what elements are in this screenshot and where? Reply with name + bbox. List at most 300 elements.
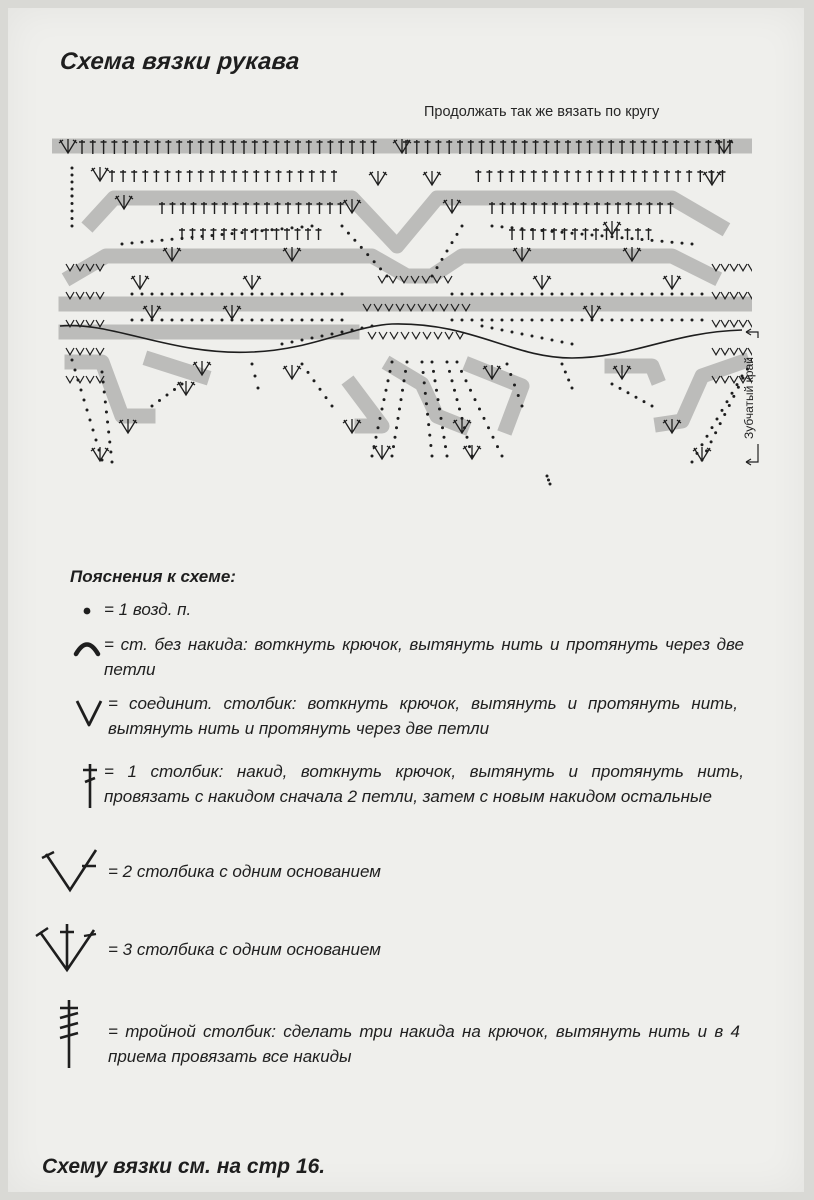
slip-stitch-mark [730, 348, 738, 355]
chain-stitch-dot [716, 418, 719, 421]
chain-stitch-dot [181, 237, 184, 240]
chain-stitch-dot [564, 371, 567, 374]
double-crochet-mark [642, 170, 648, 182]
slip-stitch-mark [721, 376, 729, 383]
slip-stitch-v-icon [74, 698, 104, 728]
double-crochet-mark [131, 170, 137, 182]
chain-stitch-dot [71, 181, 74, 184]
triple-crochet-icon [54, 998, 84, 1070]
double-crochet-mark [209, 170, 215, 182]
chain-stitch-dot [254, 375, 257, 378]
chain-stitch-dot [173, 388, 176, 391]
chain-stitch-dot [366, 253, 369, 256]
chain-stitch-dot [446, 455, 449, 458]
fan-stitch-mark [423, 171, 441, 185]
double-crochet-mark [498, 170, 504, 182]
chain-stitch-dot [463, 426, 466, 429]
chain-stitch-dot [391, 361, 394, 364]
double-crochet-mark [306, 202, 312, 214]
chain-stitch-dot-icon [80, 604, 94, 618]
chain-stitch-dot [581, 319, 584, 322]
chain-stitch-dot [291, 341, 294, 344]
chain-stitch-dot [387, 379, 390, 382]
fan-stitch-mark [603, 221, 621, 235]
chain-stitch-dot [307, 371, 310, 374]
double-crochet-mark [521, 202, 527, 214]
double-crochet-mark [635, 228, 641, 240]
double-crochet-mark [176, 170, 182, 182]
chain-stitch-dot [424, 392, 427, 395]
chain-stitch-dot [281, 319, 284, 322]
chain-stitch-dot [521, 293, 524, 296]
chain-stitch-dot [549, 483, 552, 486]
double-crochet-mark [243, 202, 249, 214]
double-crochet-mark [475, 170, 481, 182]
double-crochet-mark [296, 202, 302, 214]
fan-stitch-mark [373, 445, 391, 459]
chain-stitch-dot [651, 293, 654, 296]
chain-stitch-dot [383, 398, 386, 401]
chain-stitch-dot [391, 455, 394, 458]
chain-stitch-dot [71, 202, 74, 205]
chain-stitch-dot [101, 371, 104, 374]
chart-band [72, 362, 148, 416]
chain-stitch-dot [531, 293, 534, 296]
fan-stitch-mark [223, 305, 241, 319]
double-crochet-mark [109, 170, 115, 182]
chain-stitch-dot [661, 319, 664, 322]
chain-stitch-dot [726, 400, 729, 403]
double-crochet-mark [597, 170, 603, 182]
chain-stitch-dot [429, 444, 432, 447]
chain-stitch-dot [271, 293, 274, 296]
slip-stitch-mark [445, 332, 453, 339]
chain-stitch-dot [151, 405, 154, 408]
double-crochet-mark [264, 170, 270, 182]
chain-stitch-dot [291, 319, 294, 322]
chain-stitch-dot [261, 319, 264, 322]
chain-stitch-dot [461, 293, 464, 296]
chain-stitch-dot [631, 237, 634, 240]
chain-stitch-dot [541, 229, 544, 232]
chain-stitch-dot [501, 293, 504, 296]
chain-stitch-dot [311, 293, 314, 296]
chain-stitch-dot [491, 225, 494, 228]
double-crochet-mark [510, 202, 516, 214]
chain-stitch-dot [571, 387, 574, 390]
chain-stitch-dot [705, 449, 708, 452]
chain-stitch-dot [71, 188, 74, 191]
chain-stitch-dot [513, 384, 516, 387]
chain-stitch-dot [506, 363, 509, 366]
chain-stitch-dot [701, 443, 704, 446]
chain-stitch-dot [661, 293, 664, 296]
chain-stitch-dot [398, 408, 401, 411]
chain-stitch-dot [701, 293, 704, 296]
chain-stitch-dot [501, 329, 504, 332]
fan-stitch-mark [703, 171, 721, 185]
chain-stitch-dot [425, 402, 428, 405]
chain-stitch-dot [261, 293, 264, 296]
chain-stitch-dot [460, 370, 463, 373]
double-crochet-mark [200, 228, 206, 240]
chain-stitch-dot [435, 389, 438, 392]
chain-stitch-dot [71, 225, 74, 228]
chain-stitch-dot [373, 445, 376, 448]
chain-stitch-dot [723, 413, 726, 416]
chain-stitch-dot [141, 293, 144, 296]
chain-stitch-dot [517, 394, 520, 397]
chain-stitch-dot [448, 370, 451, 373]
double-crochet-mark [509, 228, 515, 240]
chain-stitch-dot [511, 226, 514, 229]
chain-stitch-dot [166, 394, 169, 397]
double-crochet-mark [331, 170, 337, 182]
chain-stitch-dot [551, 230, 554, 233]
slip-stitch-mark [730, 376, 738, 383]
chain-stitch-dot [581, 293, 584, 296]
double-crochet-mark [142, 170, 148, 182]
chain-stitch-dot [251, 293, 254, 296]
double-crochet-mark [242, 228, 248, 240]
chain-stitch-dot [301, 363, 304, 366]
chain-stitch-dot [446, 250, 449, 253]
chain-stitch-dot [111, 461, 114, 464]
chain-stitch-dot [108, 441, 111, 444]
double-crochet-mark [697, 170, 703, 182]
double-crochet-mark [275, 202, 281, 214]
chain-stitch-dot [141, 319, 144, 322]
chain-stitch-dot [461, 417, 464, 420]
legend-text: = ст. без накида: воткнуть крючок, вытянуть нить и протянуть через две петли [104, 635, 744, 679]
chain-stitch-dot [651, 319, 654, 322]
chain-stitch-dot [131, 293, 134, 296]
chain-stitch-dot [456, 233, 459, 236]
chain-stitch-dot [469, 389, 472, 392]
fan-stitch-mark [283, 365, 301, 379]
double-crochet-mark [254, 202, 260, 214]
chain-stitch-dot [241, 319, 244, 322]
chain-stitch-dot [161, 239, 164, 242]
chain-stitch-dot [211, 234, 214, 237]
chain-stitch-dot [221, 233, 224, 236]
chain-stitch-dot [731, 392, 734, 395]
chain-stitch-dot [736, 383, 739, 386]
chain-stitch-dot [541, 319, 544, 322]
chain-stitch-dot [271, 228, 274, 231]
chain-stitch-dot [441, 258, 444, 261]
chain-stitch-dot [509, 373, 512, 376]
chain-stitch-dot [706, 435, 709, 438]
crochet-chart [52, 126, 752, 498]
chain-stitch-dot [360, 246, 363, 249]
chain-stitch-dot [728, 404, 731, 407]
chain-stitch-dot [611, 235, 614, 238]
chain-stitch-dot [561, 341, 564, 344]
chain-stitch-dot [251, 319, 254, 322]
double-crochet-mark [327, 202, 333, 214]
chain-stitch-dot [311, 225, 314, 228]
chain-stitch-dot [691, 319, 694, 322]
chain-stitch-dot [121, 243, 124, 246]
chain-stitch-dot [474, 398, 477, 401]
chart-band [472, 366, 522, 426]
chain-stitch-dot [151, 319, 154, 322]
chain-stitch-dot [107, 431, 110, 434]
chain-stitch-dot [319, 388, 322, 391]
chain-stitch-dot [191, 236, 194, 239]
chain-stitch-dot [89, 419, 92, 422]
chain-stitch-dot [109, 451, 112, 454]
double-crochet-mark [553, 170, 559, 182]
chain-stitch-dot [171, 293, 174, 296]
chain-stitch-dot [621, 293, 624, 296]
chain-stitch-dot [440, 417, 443, 420]
chain-stitch-dot [491, 293, 494, 296]
chain-stitch-dot [635, 396, 638, 399]
chain-stitch-dot [561, 231, 564, 234]
double-crochet-mark [594, 202, 600, 214]
chain-stitch-dot [643, 400, 646, 403]
edge-arrow-top-icon [744, 326, 772, 338]
chain-stitch-dot [561, 293, 564, 296]
fan-stitch-mark [533, 275, 551, 289]
chain-stitch-dot [541, 337, 544, 340]
chain-stitch-dot [501, 319, 504, 322]
chain-stitch-dot [451, 241, 454, 244]
legend-text: = тройной столбик: сделать три накида на крючок, вытянуть нить и в 4 приема провязать все накиды [108, 1022, 740, 1066]
chain-stitch-dot [80, 389, 83, 392]
chain-stitch-dot [531, 228, 534, 231]
chain-stitch-dot [671, 241, 674, 244]
chain-stitch-dot [641, 319, 644, 322]
slip-stitch-mark [412, 332, 420, 339]
chain-stitch-dot [379, 267, 382, 270]
chain-stitch-dot [98, 449, 101, 452]
chain-stitch-dot [403, 379, 406, 382]
double-crochet-mark [575, 170, 581, 182]
chain-stitch-dot [331, 405, 334, 408]
chain-stitch-dot [201, 235, 204, 238]
chain-stitch-dot [291, 226, 294, 229]
chain-stitch-dot [521, 319, 524, 322]
chain-stitch-dot [631, 319, 634, 322]
double-crochet-mark [509, 170, 515, 182]
chain-stitch-dot [201, 293, 204, 296]
chain-stitch-dot [547, 479, 550, 482]
chain-stitch-dot [313, 379, 316, 382]
slip-stitch-mark [423, 332, 431, 339]
chain-stitch-dot [696, 452, 699, 455]
chain-stitch-dot [491, 327, 494, 330]
chain-stitch-dot [257, 387, 260, 390]
slip-stitch-mark [66, 376, 74, 383]
slip-stitch-mark [721, 320, 729, 327]
chain-stitch-dot [151, 240, 154, 243]
chain-stitch-dot [571, 319, 574, 322]
chain-stitch-dot [468, 445, 471, 448]
chain-stitch-dot [422, 371, 425, 374]
chain-stitch-dot [181, 383, 184, 386]
chain-stitch-dot [381, 408, 384, 411]
double-crochet-mark [720, 170, 726, 182]
double-crochet-mark [287, 170, 293, 182]
chain-stitch-dot [601, 293, 604, 296]
chain-stitch-dot [353, 239, 356, 242]
chain-stitch-dot [423, 381, 426, 384]
chain-stitch-dot [251, 363, 254, 366]
chain-stitch-dot [496, 445, 499, 448]
double-crochet-mark [653, 170, 659, 182]
chain-stitch-dot [71, 359, 74, 362]
chain-stitch-dot [341, 319, 344, 322]
double-crochet-mark [309, 170, 315, 182]
chain-stitch-dot [591, 234, 594, 237]
chain-stitch-dot [461, 225, 464, 228]
chain-stitch-dot [437, 398, 440, 401]
chain-stitch-dot [221, 293, 224, 296]
double-crochet-mark [305, 228, 311, 240]
continue-note: Продолжать так же вязать по кругу [424, 104, 660, 120]
chain-stitch-dot [161, 293, 164, 296]
chain-stitch-dot [392, 445, 395, 448]
chain-stitch-dot [601, 234, 604, 237]
double-crochet-mark [212, 202, 218, 214]
legend-text: = 2 столбика с одним основанием [108, 862, 381, 881]
double-crochet-mark [316, 228, 322, 240]
chain-stitch-dot [571, 293, 574, 296]
slip-stitch-mark [368, 332, 376, 339]
chain-stitch-dot [551, 293, 554, 296]
chain-stitch-dot [71, 167, 74, 170]
legend-text: = соединит. столбик: воткнуть крючок, вытянуть и протянуть нить, вытянуть нить и протянуть через две петли [108, 694, 738, 738]
chain-stitch-dot [404, 370, 407, 373]
chain-stitch-dot [377, 426, 380, 429]
chain-stitch-dot [631, 293, 634, 296]
chain-stitch-dot [621, 236, 624, 239]
slip-stitch-mark [378, 276, 386, 283]
chain-stitch-dot [732, 395, 735, 398]
chain-stitch-dot [438, 408, 441, 411]
double-crochet-mark [564, 170, 570, 182]
slip-stitch-mark [730, 320, 738, 327]
double-crochet-mark [620, 170, 626, 182]
chain-stitch-dot [161, 319, 164, 322]
chart-band [352, 386, 382, 426]
chain-stitch-dot [711, 426, 714, 429]
slip-stitch-mark [712, 320, 720, 327]
double-crochet-mark [191, 202, 197, 214]
chain-stitch-dot [321, 319, 324, 322]
double-crochet-mark [586, 170, 592, 182]
chain-stitch-dot [77, 379, 80, 382]
slip-stitch-mark [86, 348, 94, 355]
chain-stitch-dot [691, 461, 694, 464]
double-crochet-mark [542, 202, 548, 214]
double-crochet-mark [231, 170, 237, 182]
chain-stitch-dot [401, 389, 404, 392]
fan-stitch-mark [177, 381, 195, 395]
chain-stitch-dot [661, 240, 664, 243]
double-crochet-mark [531, 170, 537, 182]
chain-stitch-dot [341, 331, 344, 334]
double-crochet-mark [320, 170, 326, 182]
slip-stitch-mark [86, 376, 94, 383]
chain-stitch-dot [281, 227, 284, 230]
chain-stitch-dot [591, 293, 594, 296]
chain-stitch-dot [131, 242, 134, 245]
chain-stitch-dot [492, 436, 495, 439]
chain-stitch-dot [181, 293, 184, 296]
single-crochet-arc-icon [72, 637, 102, 657]
chain-stitch-dot [491, 319, 494, 322]
chain-stitch-dot [331, 319, 334, 322]
chain-stitch-dot [471, 319, 474, 322]
chain-stitch-dot [211, 319, 214, 322]
chain-stitch-dot [619, 387, 622, 390]
chain-stitch-dot [611, 383, 614, 386]
double-crochet-mark [264, 202, 270, 214]
chain-stitch-dot [371, 455, 374, 458]
three-dc-one-base-icon [34, 920, 100, 974]
chain-stitch-dot [456, 398, 459, 401]
chain-stitch-dot [432, 370, 435, 373]
chain-stitch-dot [428, 434, 431, 437]
double-crochet-mark [552, 202, 558, 214]
double-crochet-mark [563, 202, 569, 214]
chain-stitch-dot [483, 417, 486, 420]
chain-stitch-dot [103, 391, 106, 394]
chart-band [72, 256, 712, 276]
chain-stitch-dot [95, 439, 98, 442]
chain-stitch-dot [451, 319, 454, 322]
chain-stitch-dot [261, 229, 264, 232]
slip-stitch-mark [66, 348, 74, 355]
double-crochet-mark [211, 228, 217, 240]
double-crochet-mark [159, 202, 165, 214]
double-crochet-mark [636, 202, 642, 214]
double-crochet-mark [120, 170, 126, 182]
chain-stitch-dot [611, 293, 614, 296]
fan-stitch-mark [119, 419, 137, 433]
chain-stitch-dot [181, 319, 184, 322]
slip-stitch-mark [721, 348, 729, 355]
double-crochet-icon [80, 762, 100, 810]
chain-stitch-dot [601, 319, 604, 322]
chain-stitch-dot [106, 421, 109, 424]
double-crochet-mark [647, 202, 653, 214]
double-crochet-mark [668, 202, 674, 214]
chain-stitch-dot [551, 339, 554, 342]
chain-stitch-dot [385, 389, 388, 392]
chain-stitch-dot [651, 239, 654, 242]
chain-stitch-dot [321, 293, 324, 296]
double-crochet-mark [222, 202, 228, 214]
double-crochet-mark [486, 170, 492, 182]
double-crochet-mark [489, 202, 495, 214]
chain-stitch-dot [641, 293, 644, 296]
chain-stitch-dot [101, 459, 104, 462]
legend-text: = 1 возд. п. [104, 600, 192, 619]
chain-stitch-dot [487, 426, 490, 429]
chain-stitch-dot [719, 422, 722, 425]
slip-stitch-mark [379, 332, 387, 339]
chain-stitch-dot [395, 426, 398, 429]
chain-stitch-dot [158, 399, 161, 402]
chain-stitch-dot [397, 417, 400, 420]
chain-stitch-dot [671, 293, 674, 296]
chain-stitch-dot [701, 459, 704, 462]
